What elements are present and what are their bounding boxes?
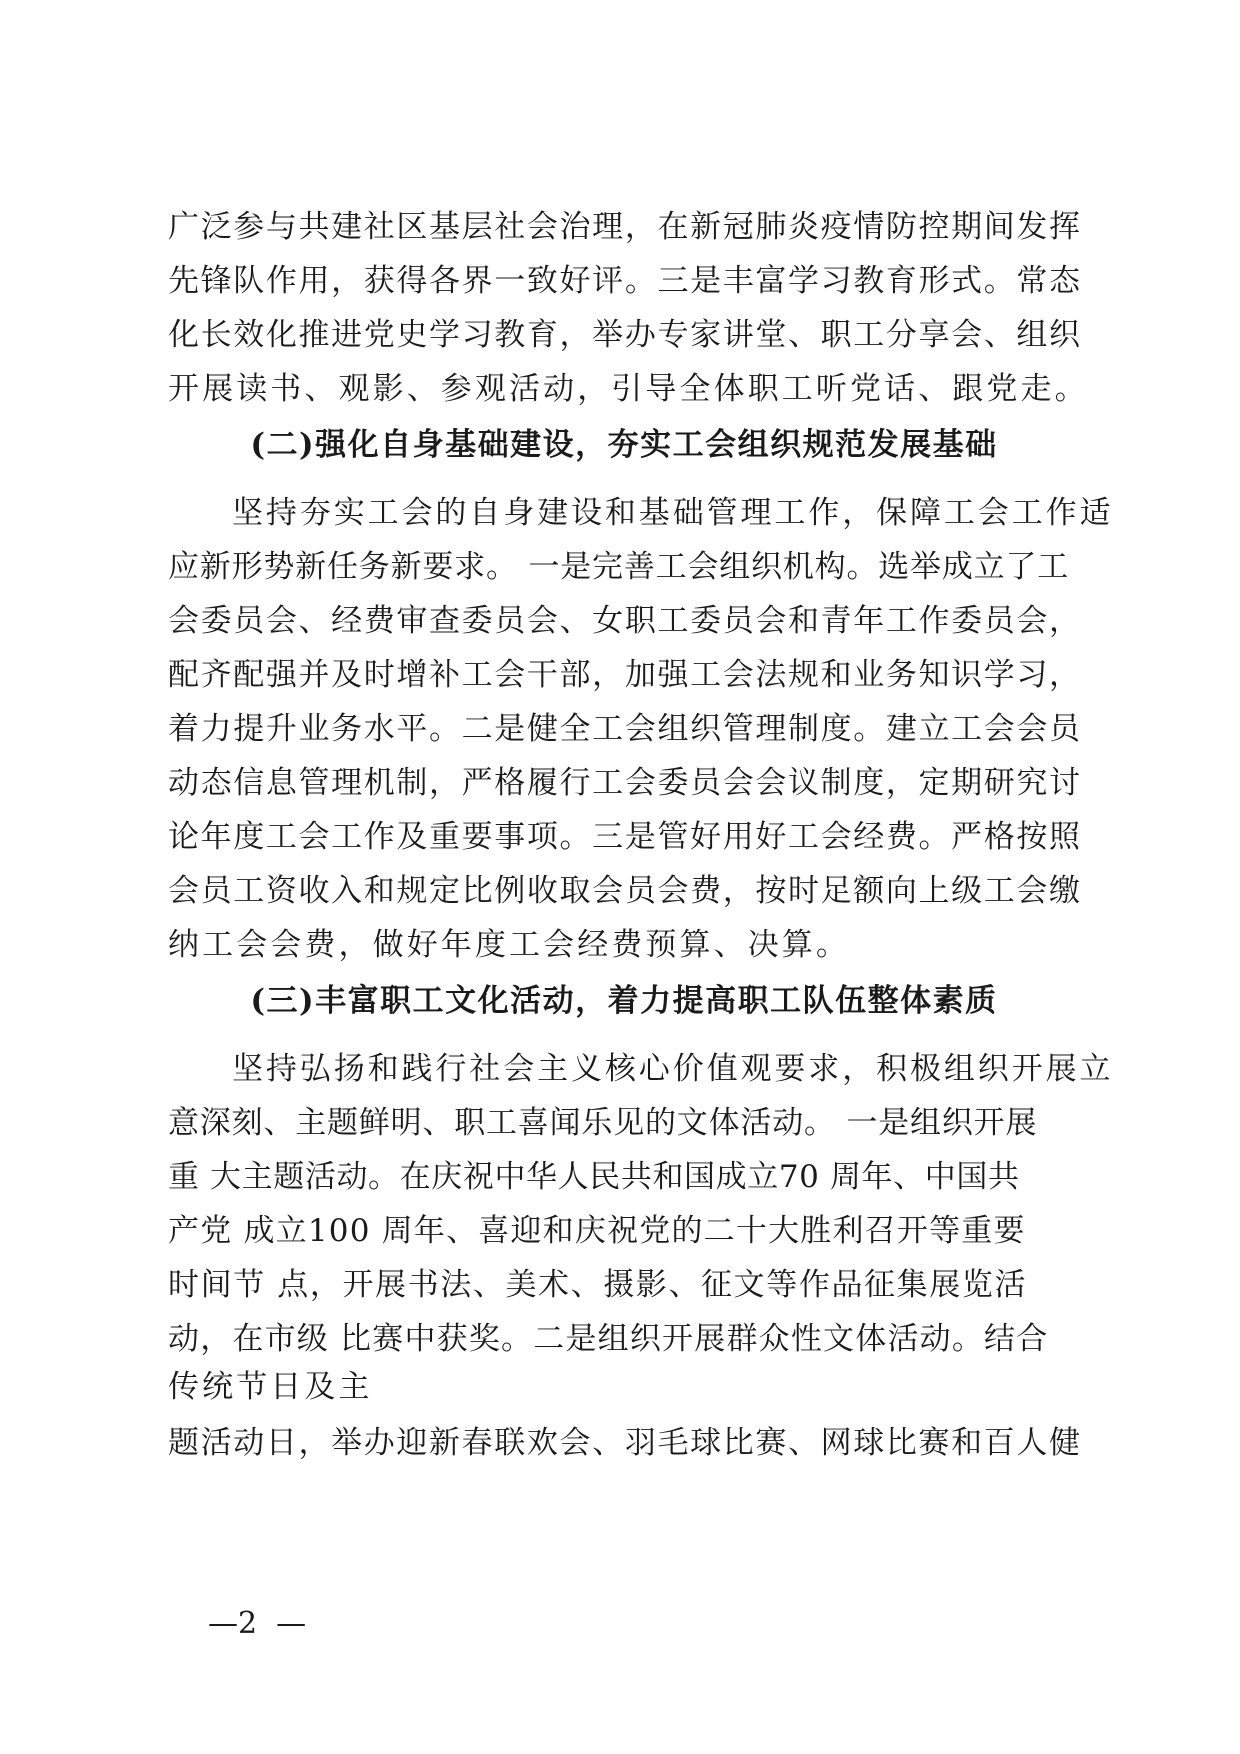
paragraph-1-line-1: 广泛参与共建社区基层社会治理，在新冠肺炎疫情防控期间发挥 [168, 209, 1080, 245]
paragraph-2-line-8: 会员工资收入和规定比例收取会员会费，按时足额向上级工会缴 [168, 873, 1080, 909]
paragraph-1-line-2: 先锋队作用，获得各界一致好评。三是丰富学习教育形式。常态 [168, 263, 1080, 299]
paragraph-2-line-9: 纳工会会费，做好年度工会经费预算、决算。 [168, 927, 850, 963]
paragraph-2-line-6: 动态信息管理机制，严格履行工会委员会会议制度，定期研究讨 [168, 765, 1080, 801]
paragraph-3-line-7: 传统节日及主 [168, 1369, 373, 1405]
paragraph-3-line-6: 动，在市级 比赛中获奖。二是组织开展群众性文体活动。结合 [168, 1321, 1049, 1357]
paragraph-3-line-4: 产党 成立100 周年、喜迎和庆祝党的二十大胜利召开等重要 [168, 1213, 1026, 1249]
paragraph-2-line-5: 着力提升业务水平。二是健全工会组织管理制度。建立工会会员 [168, 711, 1080, 747]
section-heading-2: (二)强化自身基础建设，夯实工会组织规范发展基础 [250, 427, 998, 463]
page-number: —2 — [208, 1606, 307, 1641]
paragraph-2-line-3: 会委员会、经费审查委员会、女职工委员会和青年工作委员会， [168, 603, 1080, 639]
paragraph-1-line-4: 开展读书、观影、参观活动，引导全体职工听党话、跟党走。 [168, 371, 1089, 407]
paragraph-3-line-8: 题活动日，举办迎新春联欢会、羽毛球比赛、网球比赛和百人健 [168, 1425, 1080, 1461]
paragraph-2-line-1: 坚持夯实工会的自身建设和基础管理工作，保障工会工作适 [232, 495, 1114, 531]
paragraph-2-line-4: 配齐配强并及时增补工会干部，加强工会法规和业务知识学习， [168, 657, 1080, 693]
paragraph-3-line-3: 重 大主题活动。在庆祝中华人民共和国成立70 周年、中国共 [168, 1159, 1020, 1195]
paragraph-1-line-3: 化长效化推进党史学习教育，举办专家讲堂、职工分享会、组织 [168, 317, 1080, 353]
section-heading-3: (三)丰富职工文化活动，着力提高职工队伍整体素质 [250, 983, 998, 1019]
paragraph-3-line-5: 时间节 点，开展书法、美术、摄影、征文等作品征集展览活 [168, 1267, 1028, 1303]
paragraph-3-line-2: 意深刻、主题鲜明、职工喜闻乐见的文体活动。 一是组织开展 [168, 1105, 1038, 1141]
paragraph-3-line-1: 坚持弘扬和践行社会主义核心价值观要求，积极组织开展立 [232, 1051, 1114, 1087]
paragraph-2-line-2: 应新形势新任务新要求。 一是完善工会组织机构。选举成立了工 [168, 549, 1070, 585]
paragraph-2-line-7: 论年度工会工作及重要事项。三是管好用好工会经费。严格按照 [168, 819, 1080, 855]
